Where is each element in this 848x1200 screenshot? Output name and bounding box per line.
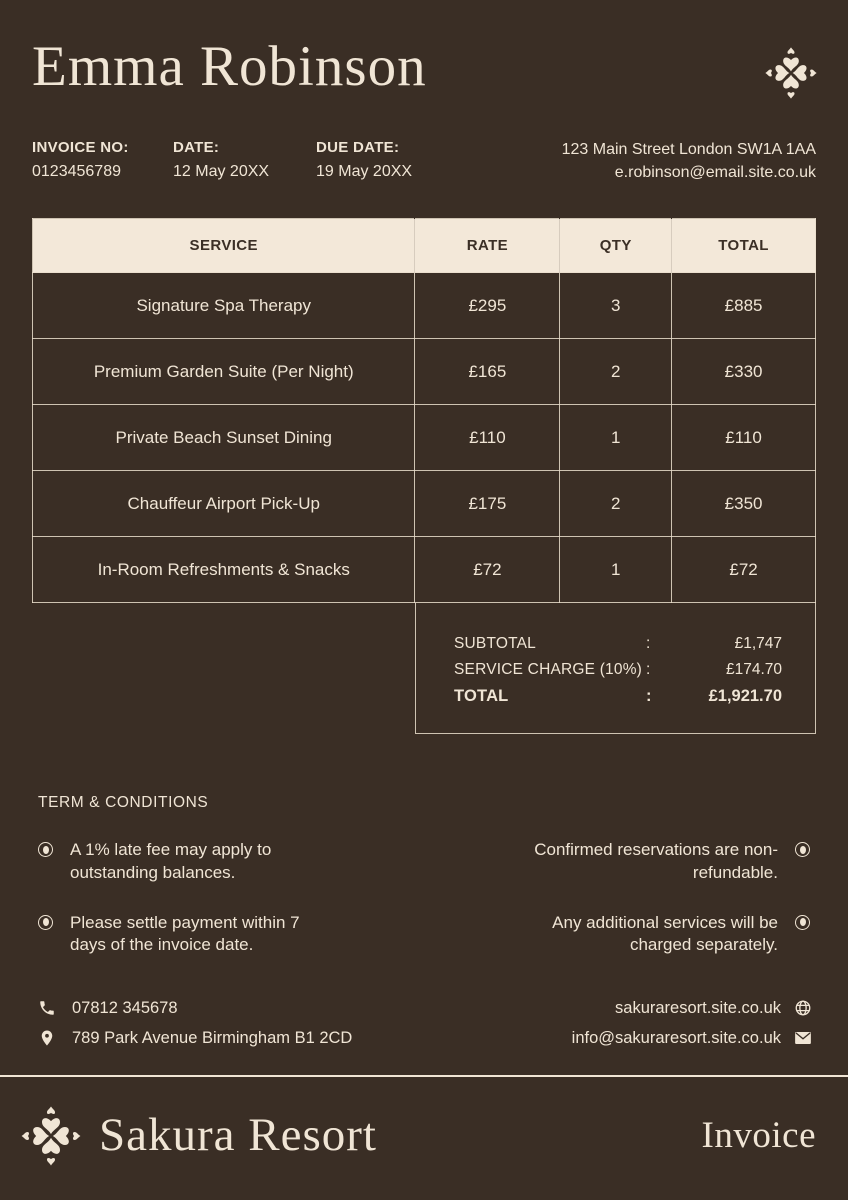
- cell-total: £330: [672, 339, 816, 405]
- footer-divider: [0, 1075, 848, 1077]
- invoice-number-value: 0123456789: [32, 163, 121, 180]
- globe-icon: [794, 999, 812, 1017]
- customer-address: 123 Main Street London SW1A 1AA: [561, 141, 816, 158]
- cell-service: Premium Garden Suite (Per Night): [33, 339, 415, 405]
- terms-item: [528, 839, 810, 884]
- terms-text: A 1% late fee may apply to outstanding balances.: [70, 840, 272, 882]
- totals-box: [415, 603, 816, 734]
- column-header-total: TOTAL: [672, 219, 816, 273]
- bullet-icon: [38, 842, 53, 857]
- column-header-service: SERVICE: [33, 219, 415, 273]
- email-address: info@sakuraresort.site.co.uk: [571, 1028, 781, 1047]
- due-date-block: [316, 139, 466, 181]
- invoice-meta: [0, 139, 848, 184]
- brand-name: Sakura Resort: [99, 1109, 377, 1162]
- bullet-icon: [795, 842, 810, 857]
- table-row: [33, 537, 816, 603]
- customer-contact-block: [562, 138, 816, 184]
- separator: :: [646, 635, 651, 653]
- subtotal-label: SUBTOTAL: [454, 635, 536, 653]
- website-url: sakuraresort.site.co.uk: [615, 998, 781, 1017]
- cell-service: Signature Spa Therapy: [33, 273, 415, 339]
- subtotal-row: [454, 631, 782, 657]
- separator: :: [646, 661, 651, 679]
- column-header-qty: QTY: [560, 219, 672, 273]
- cell-qty: 1: [560, 537, 672, 603]
- invoice-date-value: 12 May 20XX: [173, 163, 270, 180]
- cell-rate: £295: [415, 273, 560, 339]
- invoice-date-label: DATE:: [173, 139, 220, 156]
- footer: [0, 1101, 848, 1171]
- cell-service: Chauffeur Airport Pick-Up: [33, 471, 415, 537]
- terms-heading: TERM & CONDITIONS: [38, 794, 209, 812]
- cell-qty: 2: [560, 339, 672, 405]
- cell-rate: £175: [415, 471, 560, 537]
- cell-qty: 1: [560, 405, 672, 471]
- total-label: TOTAL: [454, 687, 509, 706]
- cell-rate: £72: [415, 537, 560, 603]
- table-row: [33, 471, 816, 537]
- cell-qty: 2: [560, 471, 672, 537]
- total-value: £1,921.70: [708, 687, 782, 706]
- table-header-row: [33, 219, 816, 273]
- bullet-icon: [38, 915, 53, 930]
- terms-text: Please settle payment within 7 days of the invoice date.: [70, 912, 300, 955]
- email-row: [572, 1029, 812, 1048]
- terms-item: [38, 912, 358, 957]
- cell-total: £350: [672, 471, 816, 537]
- column-header-rate: RATE: [415, 219, 560, 273]
- terms-section: [0, 794, 848, 956]
- cell-total: £885: [672, 273, 816, 339]
- cell-qty: 3: [560, 273, 672, 339]
- terms-right-column: [490, 839, 810, 956]
- envelope-icon: [794, 1029, 812, 1047]
- service-charge-row: [454, 657, 782, 683]
- table-row: [33, 273, 816, 339]
- cell-service: Private Beach Sunset Dining: [33, 405, 415, 471]
- terms-text: Any additional services will be charged separately.: [552, 912, 778, 955]
- due-date-value: 19 May 20XX: [316, 163, 413, 180]
- due-date-label: DUE DATE:: [316, 139, 400, 156]
- invoice-number-label: INVOICE NO:: [32, 139, 129, 156]
- street-address: 789 Park Avenue Birmingham B1 2CD: [72, 1028, 353, 1047]
- separator: :: [646, 687, 652, 706]
- cell-rate: £110: [415, 405, 560, 471]
- location-pin-icon: [38, 1029, 56, 1047]
- address-row: [38, 1029, 352, 1048]
- cell-total: £110: [672, 405, 816, 471]
- terms-item: [528, 912, 810, 957]
- customer-name: Emma Robinson: [32, 35, 427, 98]
- total-row: [454, 683, 782, 709]
- cell-service: In-Room Refreshments & Snacks: [33, 537, 415, 603]
- sakura-flower-icon: [764, 42, 818, 104]
- cell-total: £72: [672, 537, 816, 603]
- website-row: [572, 999, 812, 1018]
- phone-row: [38, 999, 352, 1018]
- cell-rate: £165: [415, 339, 560, 405]
- bullet-icon: [795, 915, 810, 930]
- contact-section: [0, 999, 848, 1059]
- customer-email: e.robinson@email.site.co.uk: [614, 164, 816, 182]
- invoice-date-block: [173, 139, 316, 181]
- phone-number: 07812 345678: [72, 998, 178, 1017]
- terms-item: [38, 839, 358, 884]
- terms-left-column: [38, 839, 358, 956]
- service-charge-label: SERVICE CHARGE (10%): [454, 661, 643, 679]
- terms-text: Confirmed reservations are non-refundable.: [534, 840, 778, 882]
- service-charge-value: £174.70: [725, 661, 782, 679]
- header: [0, 0, 848, 104]
- document-type-label: Invoice: [701, 1115, 816, 1157]
- table-row: [33, 339, 816, 405]
- services-table: [32, 218, 816, 603]
- table-row: [33, 405, 816, 471]
- invoice-number-block: [32, 139, 173, 181]
- phone-icon: [38, 999, 56, 1017]
- sakura-flower-icon: [20, 1101, 82, 1171]
- subtotal-value: £1,747: [734, 635, 782, 653]
